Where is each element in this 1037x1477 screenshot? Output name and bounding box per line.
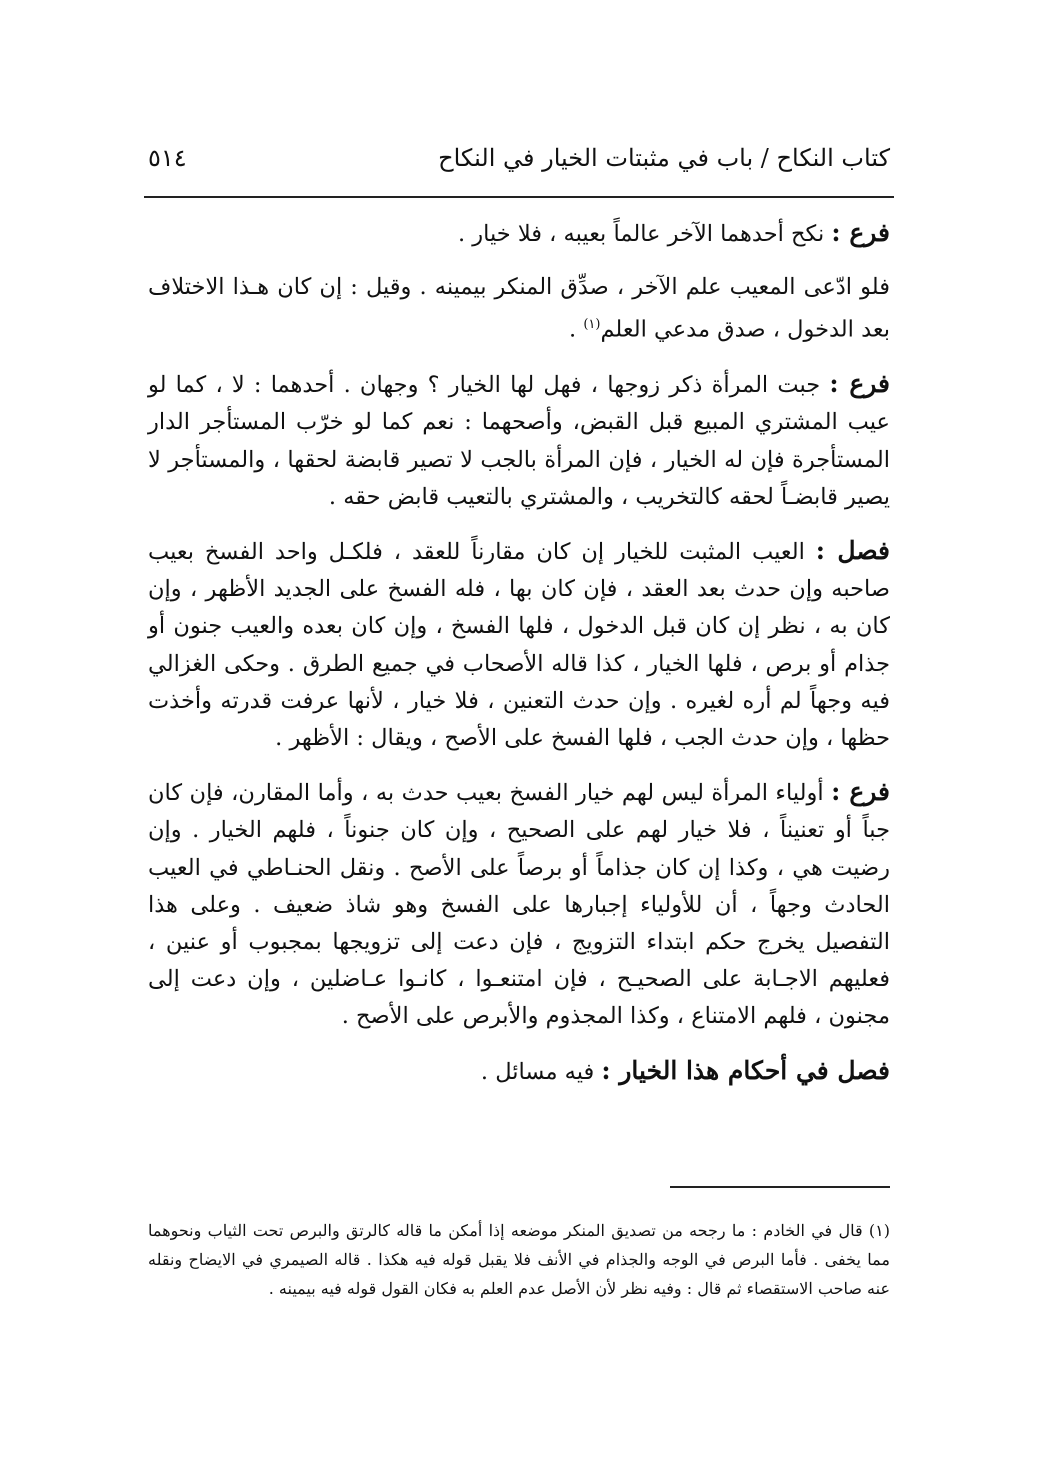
footnote-text: قال في الخادم : ما رجحه من تصديق المنكر موضعه إذا أمكن ما قاله كالرتق والبرص تحت الثياب ونحوهما مما يخفى . فأما البرص في الوجه والجذام في الأنف فلا يقبل قوله فيه هكذا . قاله الصيمري في الايضاح ونقله عنه صاحب الاستقصاء ثم قال : وفيه نظر لأن الأصل عدم العلم به فكان القول قوله فيه بيمينه .	[148, 1221, 890, 1298]
footnote-separator	[670, 1186, 890, 1188]
footnote-ref[interactable]: (١)	[583, 317, 601, 333]
book-page	[148, 140, 891, 1298]
header-rule	[144, 196, 894, 198]
paragraph-far-1	[148, 214, 890, 253]
section-heading	[148, 1052, 890, 1091]
paragraph-far-3	[148, 773, 890, 1035]
footnote-marker: (١)	[868, 1221, 891, 1240]
para-lead: فرع :	[831, 218, 890, 247]
section-heading-rest: فيه مسائل .	[480, 1058, 602, 1085]
para-text: نكح أحدهما الآخر عالماً بعيبه ، فلا خيار .	[457, 221, 832, 247]
page-number: ٥١٤	[148, 144, 187, 172]
para-text: العيب المثبت للخيار إن كان مقارناً للعقد ، فلكـل واحد الفسخ بعيب صاحبه وإن حدث بعد العقد ، فإن كان بها ، فله الفسخ على الجديد الأظهر ، وإن كان به ، نظر إن كان قبل الدخول ، فلها الفسخ ، وإن كان بعده والعيب جنون أو جذام أو برص ، فلها الخيار ، كذا قاله الأصحاب في جميع الطرق . وحكى الغزالي فيه وجهاً لم أره لغيره . وإن حدث التعنين ، فلا خيار ، لأنها عرفت قدرته وأخذت حظها ، وإن حدث الجب ، فلها الفسخ على الأصح ، ويقال : الأظهر .	[148, 538, 890, 751]
paragraph-far-2	[148, 365, 890, 516]
page-header	[148, 140, 890, 184]
para-text: أولياء المرأة ليس لهم خيار الفسخ بعيب حدث به ، وأما المقارن، فإن كان جباً أو تعنيناً ، فلا خيار لهم على الصحيح ، وإن كان جنوناً ، فلهم الخيار . وإن رضيت هي ، وكذا إن كان جذاماً أو برصاً على الأصح . ونقل الحنـاطي في العيب الحادث وجهاً ، أن للأولياء إجبارها على الفسخ وهو شاذ ضعيف . وعلى هذا التفصيل يخرج حكم ابتداء التزويج ، فإن دعت إلى تزويجها بمجبوب أو عنين ، فعليهم الاجـابة على الصحيـح ، فإن امتنعـوا ، كانـوا عـاضلين ، وإن دعت إلى مجنون ، فلهم الامتناع ، وكذا المجذوم والأبرص على الأصح .	[148, 780, 890, 1030]
para-text: جبت المرأة ذكر زوجها ، فهل لها الخيار ؟ وجهان . أحدهما : لا ، كما لو عيب المشتري المبيع قبل القبض، وأصحهما : نعم كما لو خرّب المستأجر الدار المستأجرة فإن له الخيار ، فإن المرأة بالجب لا تصير قابضة لحقها ، والمستأجر لا يصير قابضـاً لحقه كالتخريب ، والمشتري بالتعيب قابض حقه .	[148, 372, 890, 510]
para-text: فلو ادّعى المعيب علم الآخر ، صدِّق المنكر بيمينه . وقيل : إن كان هـذا الاختلاف بعد الدخول ، صدق مدعي العلم	[148, 274, 890, 343]
section-heading-title: فصل في أحكام هذا الخيار :	[601, 1055, 890, 1085]
para-lead: فصل :	[815, 535, 890, 565]
paragraph-claim	[148, 269, 890, 349]
running-title: كتاب النكاح / باب في مثبتات الخيار في النكاح	[438, 144, 890, 172]
main-text	[148, 214, 890, 1107]
para-text-end: .	[569, 316, 584, 343]
paragraph-fasl-1	[148, 532, 890, 757]
para-lead: فرع :	[829, 369, 891, 399]
footnotes	[148, 1216, 890, 1303]
para-lead: فرع :	[831, 777, 891, 807]
